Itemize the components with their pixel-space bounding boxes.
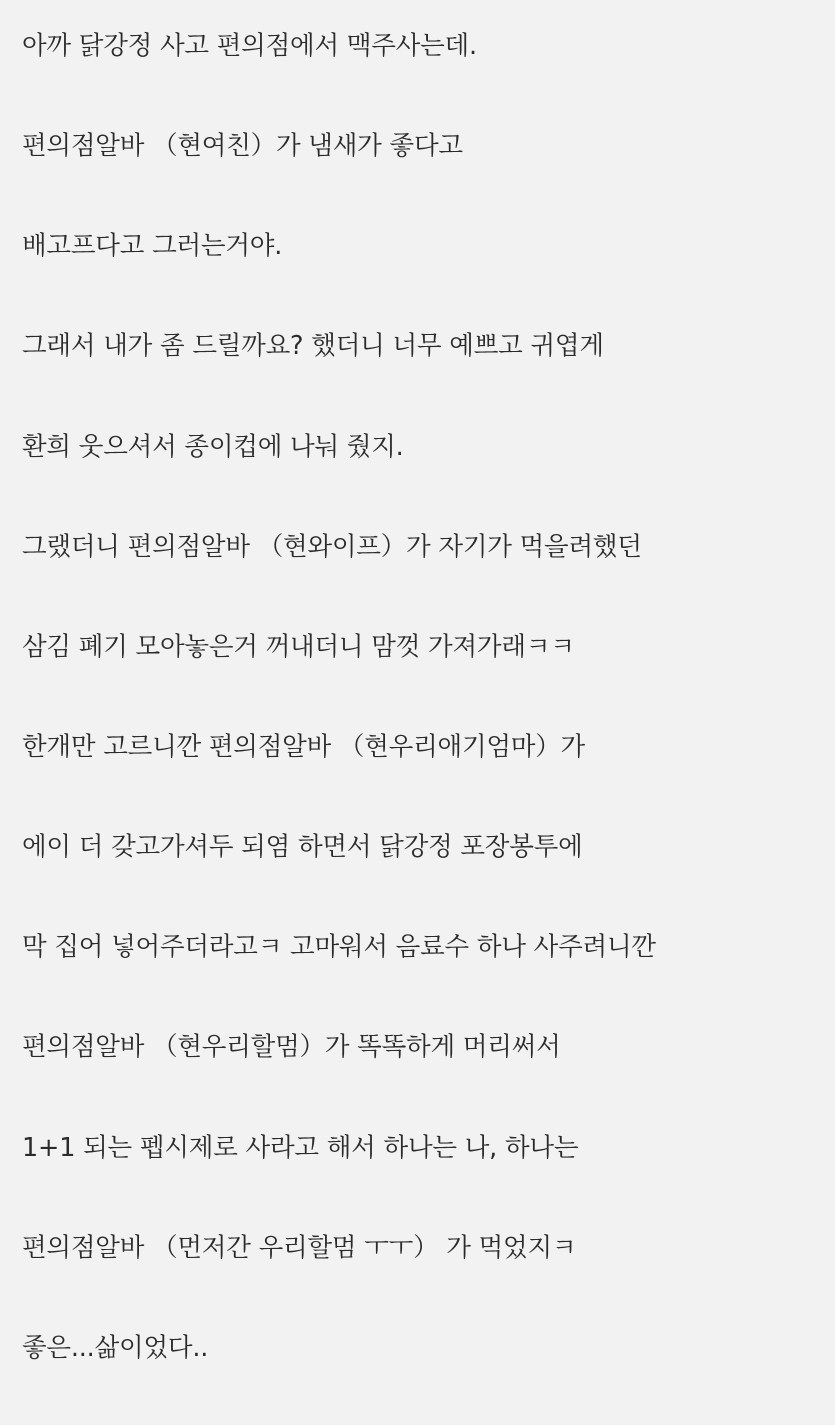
paragraph: 에이 더 갖고가셔두 되염 하면서 닭강정 포장봉투에 xyxy=(22,832,583,863)
paragraph: 아까 닭강정 사고 편의점에서 맥주사는데. xyxy=(22,31,477,61)
paragraph: 막 집어 넣어주더라고ㅋ 고마워서 음료수 하나 사주려니깐 xyxy=(22,932,656,963)
paragraph: 편의점알바 （현여친）가 냄새가 좋다고 xyxy=(22,131,463,162)
paragraph: 그랬더니 편의점알바 （현와이프）가 자기가 먹을려했던 xyxy=(22,531,642,562)
paragraph: 배고프다고 그러는거야. xyxy=(22,231,283,262)
paragraph: 그래서 내가 좀 드릴까요? 했더니 너무 예쁘고 귀엽게 xyxy=(22,331,604,362)
paragraph: 편의점알바 （먼저간 우리할멈 ㅜㅜ） 가 먹었지ㅋ xyxy=(22,1232,577,1263)
paragraph: 편의점알바 （현우리할멈）가 똑똑하게 머리써서 xyxy=(22,1032,561,1063)
paragraph: 좋은...삶이었다.. xyxy=(22,1332,209,1363)
paragraph: 한개만 고르니깐 편의점알바 （현우리애기엄마）가 xyxy=(22,731,585,762)
paragraph: 1+1 되는 펩시제로 사라고 해서 하나는 나, 하나는 xyxy=(22,1132,579,1163)
paragraph: 환희 웃으셔서 종이컵에 나눠 줬지. xyxy=(22,431,404,462)
paragraph: 삼김 폐기 모아놓은거 꺼내더니 맘껏 가져가래ㅋㅋ xyxy=(22,631,575,662)
